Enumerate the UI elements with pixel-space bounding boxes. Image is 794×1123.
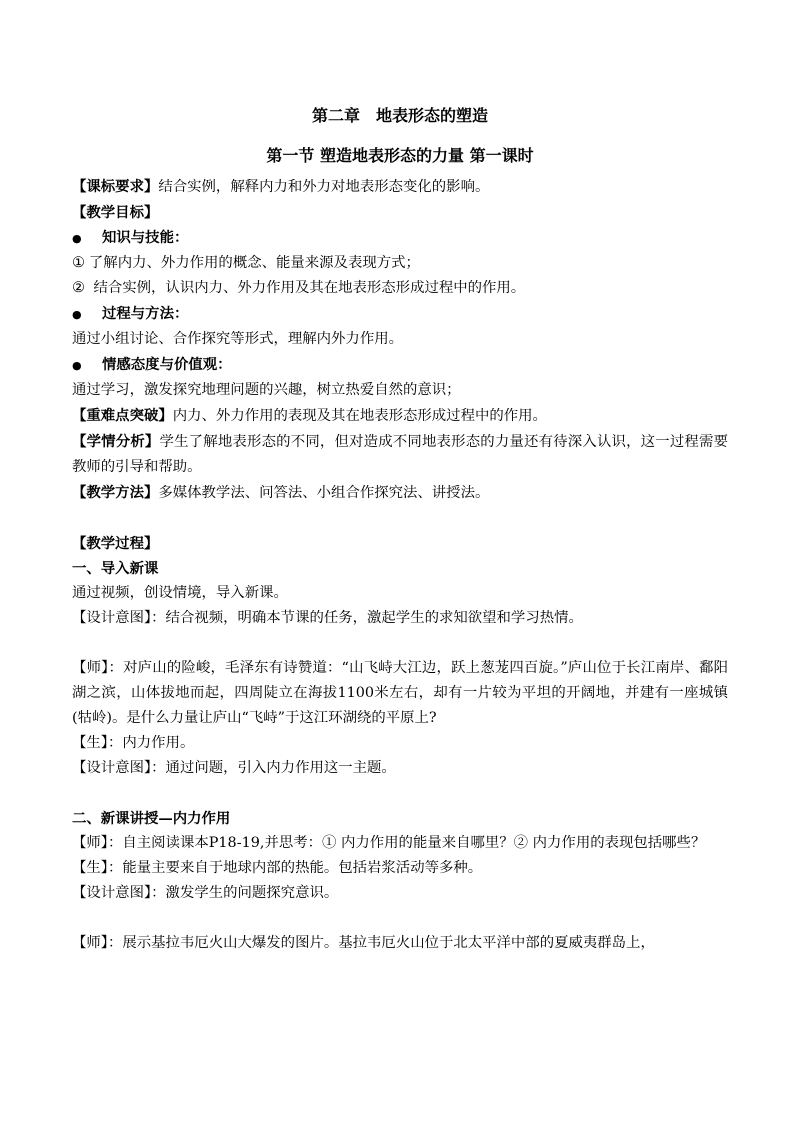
process-heading-row — [72, 301, 728, 327]
methods-paragraph — [72, 480, 728, 506]
student-paragraph-2 — [72, 856, 728, 881]
chapter-title: 第二章 地表形态的塑造 — [311, 106, 488, 125]
document-content — [72, 98, 728, 956]
design-text: ：激发学生的问题探究意识。 — [151, 885, 339, 901]
part1-heading: 一、导入新课 — [72, 560, 159, 577]
design-text: ：通过问题，引入内力作用这一主题。 — [151, 760, 396, 776]
curriculum-paragraph — [72, 174, 728, 200]
item-number: ② — [72, 280, 85, 296]
student-text: ：能量主要来自于地球内部的热能。包括岩浆活动等多种。 — [107, 860, 483, 876]
key-points-text: 内力、外力作用的表现及其在地表形态形成过程中的作用。 — [172, 408, 547, 424]
methods-text: 多媒体教学法、问答法、小组合作探究法、讲授法。 — [158, 485, 490, 501]
knowledge-heading: 知识与技能： — [102, 229, 189, 246]
design-intent-1 — [72, 606, 728, 631]
spacer — [72, 781, 728, 806]
item-text: 结合实例，认识内力、外力作用及其在地表形态形成过程中的作用。 — [88, 280, 526, 296]
section-title: 第一节 塑造地表形态的力量 第一课时 — [266, 146, 534, 165]
spacer — [72, 506, 728, 531]
spacer — [72, 906, 728, 931]
learner-analysis-text: 学生了解地表形态的不同，但对造成不同地表形态的力量还有待深入认识，这一过程需要教师的引导和帮助。 — [72, 434, 728, 475]
emotion-heading: 情感态度与价值观： — [102, 356, 232, 373]
teacher-text: ：对庐山的险峻，毛泽东有诗赞道：“山飞峙大江边，跃上葱茏四百旋。”庐山位于长江南岸、鄱阳湖之滨，山体拔地而起，四周陡立在海拔1100米左右，却有一片较为平坦的开阔地，并建有一座城镇(牯岭)。是什么力量让庐山“飞峙”于这江环湖绕的平原上? — [72, 660, 728, 726]
teacher-paragraph-3 — [72, 931, 728, 956]
design-intent-3 — [72, 881, 728, 906]
key-points-label: 【重难点突破】 — [72, 407, 173, 424]
bullet-icon: ● — [72, 308, 82, 321]
part2-heading: 二、新课讲授—内力作用 — [72, 810, 231, 827]
teacher-paragraph-2 — [72, 831, 728, 856]
process-text: 通过小组讨论、合作探究等形式，理解内外力作用。 — [72, 331, 403, 347]
design-label: 【设计意图】 — [72, 610, 152, 626]
curriculum-text: 结合实例，解释内力和外力对地表形态变化的影响。 — [158, 179, 490, 195]
emotion-heading-row — [72, 352, 728, 378]
item-number: ① — [72, 255, 85, 271]
learner-analysis-paragraph — [72, 429, 728, 480]
knowledge-item-2 — [72, 276, 728, 301]
methods-label: 【教学方法】 — [72, 484, 159, 501]
bullet-icon: ● — [72, 359, 82, 372]
part1-intro: 通过视频，创设情境，导入新课。 — [72, 585, 288, 601]
student-paragraph-1 — [72, 731, 728, 756]
design-intent-2 — [72, 756, 728, 781]
student-label: 【生】 — [72, 860, 108, 876]
spacer — [72, 631, 728, 656]
curriculum-label: 【课标要求】 — [72, 178, 159, 195]
learner-analysis-label: 【学情分析】 — [72, 433, 160, 450]
design-label: 【设计意图】 — [72, 760, 152, 776]
teacher-paragraph-1 — [72, 656, 728, 731]
teacher-label: 【师】 — [72, 835, 108, 851]
knowledge-item-1 — [72, 251, 728, 276]
student-text: ：内力作用。 — [107, 735, 195, 751]
design-label: 【设计意图】 — [72, 885, 152, 901]
process-section-label: 【教学过程】 — [72, 535, 159, 552]
process-heading: 过程与方法： — [102, 305, 189, 322]
student-label: 【生】 — [72, 735, 108, 751]
objectives-label: 【教学目标】 — [72, 204, 159, 221]
item-text: 了解内力、外力作用的概念、能量来源及表现方式； — [88, 255, 420, 271]
emotion-text: 通过学习，激发探究地理问题的兴趣，树立热爱自然的意识； — [72, 382, 461, 398]
bullet-icon: ● — [72, 232, 82, 245]
key-points-paragraph — [72, 403, 728, 429]
knowledge-heading-row — [72, 225, 728, 251]
teacher-text: ：展示基拉韦厄火山大爆发的图片。基拉韦厄火山位于北太平洋中部的夏威夷群岛上， — [107, 935, 655, 951]
teacher-label: 【师】 — [72, 660, 109, 676]
teacher-label: 【师】 — [72, 935, 108, 951]
teacher-text: ：自主阅读课本P18-19,并思考：① 内力作用的能量来自哪里？② 内力作用的表现包括哪些？ — [107, 835, 706, 851]
design-text: ：结合视频，明确本节课的任务，激起学生的求知欲望和学习热情。 — [151, 610, 583, 626]
